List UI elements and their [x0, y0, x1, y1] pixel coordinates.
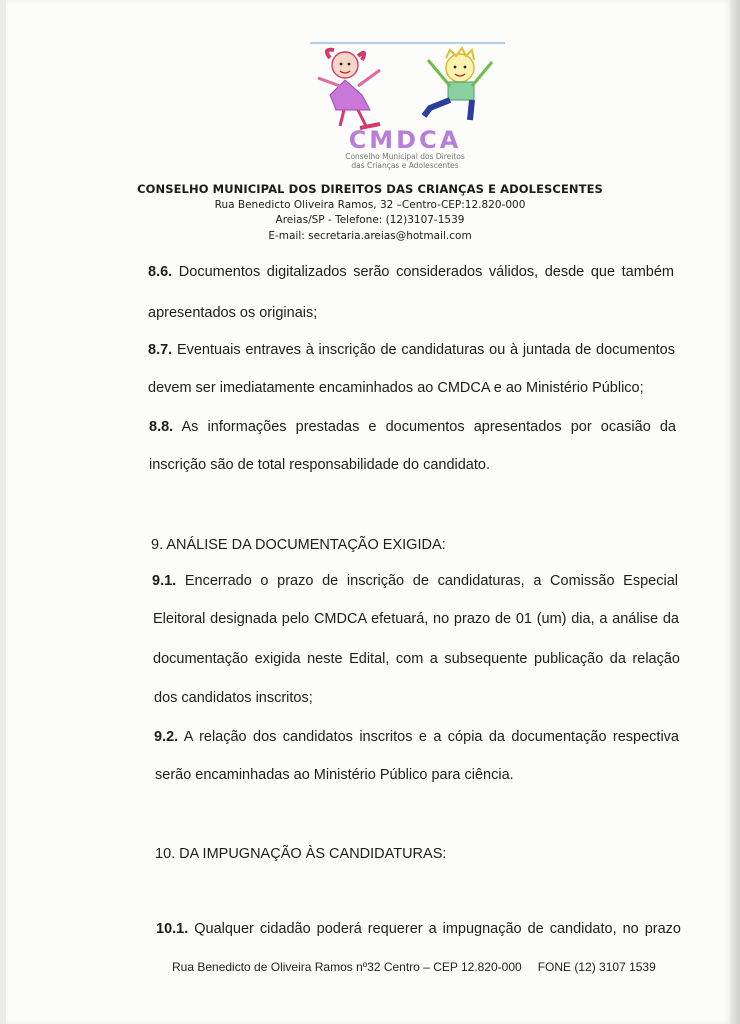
section-10-heading: 10. DA IMPUGNAÇÃO ÀS CANDIDATURAS:: [155, 846, 447, 862]
item-number: 9.2.: [154, 729, 179, 745]
item-text: Qualquer cidadão poderá requerer a impugnação de candidato, no prazo: [194, 921, 681, 937]
footer-address: Rua Benedicto de Oliveira Ramos nº32 Centro – CEP 12.820-000: [172, 960, 522, 974]
item-9-1-line-4: dos candidatos inscritos;: [154, 690, 313, 706]
boy-drawing-icon: [424, 48, 492, 120]
item-9-1-line-3: documentação exigida neste Edital, com a subsequente publicação da relação: [153, 651, 680, 667]
item-8-8-line-1: [149, 419, 676, 435]
logo-subtitle-1: Conselho Municipal dos Direitos: [345, 152, 465, 161]
item-9-1-line-2: Eleitoral designada pelo CMDCA efetuará, no prazo de 01 (um) dia, a análise da: [153, 611, 679, 627]
page-edge-shadow: [730, 0, 740, 1024]
council-phone: Areias/SP - Telefone: (12)3107-1539: [275, 214, 465, 226]
item-8-6-line-1: [148, 264, 674, 280]
page-footer: [172, 960, 656, 974]
item-10-1-line-1: [156, 921, 681, 937]
logo-subtitle-2: das Crianças e Adolescentes: [351, 161, 459, 170]
footer-phone: FONE (12) 3107 1539: [537, 960, 656, 974]
item-9-1-line-1: [152, 573, 678, 589]
council-title: CONSELHO MUNICIPAL DOS DIREITOS DAS CRIANÇAS E ADOLESCENTES: [137, 182, 603, 196]
logo-text: CMDCA: [348, 126, 462, 154]
item-text: Documentos digitalizados serão considerados válidos, desde que também: [178, 264, 674, 280]
section-9-heading: 9. ANÁLISE DA DOCUMENTAÇÃO EXIGIDA:: [151, 537, 446, 553]
item-number: 9.1.: [152, 573, 177, 589]
item-9-2-line-2: serão encaminhadas ao Ministério Público para ciência.: [155, 767, 514, 783]
cmdca-logo: [300, 40, 510, 170]
girl-drawing-icon: [318, 50, 380, 128]
item-number: 10.1.: [156, 921, 189, 937]
item-8-7-line-1: [148, 342, 675, 358]
item-8-8-line-2: inscrição são de total responsabilidade do candidato.: [149, 457, 490, 473]
item-text: A relação dos candidatos inscritos e a cópia da documentação respectiva: [183, 729, 679, 745]
item-8-6-line-2: apresentados os originais;: [148, 305, 318, 321]
item-text: Eventuais entraves à inscrição de candidaturas ou à juntada de documentos: [176, 342, 675, 358]
item-8-7-line-2: devem ser imediatamente encaminhados ao CMDCA e ao Ministério Público;: [148, 380, 644, 396]
item-9-2-line-1: [154, 729, 679, 745]
item-text: Encerrado o prazo de inscrição de candidaturas, a Comissão Especial: [184, 573, 678, 589]
item-number: 8.6.: [148, 264, 173, 280]
council-email: E-mail: secretaria.areias@hotmail.com: [268, 230, 472, 242]
council-address: Rua Benedicto Oliveira Ramos, 32 –Centro-CEP:12.820-000: [214, 199, 526, 211]
item-text: As informações prestadas e documentos apresentados por ocasião da: [181, 419, 676, 435]
item-number: 8.7.: [148, 342, 173, 358]
item-number: 8.8.: [149, 419, 174, 435]
